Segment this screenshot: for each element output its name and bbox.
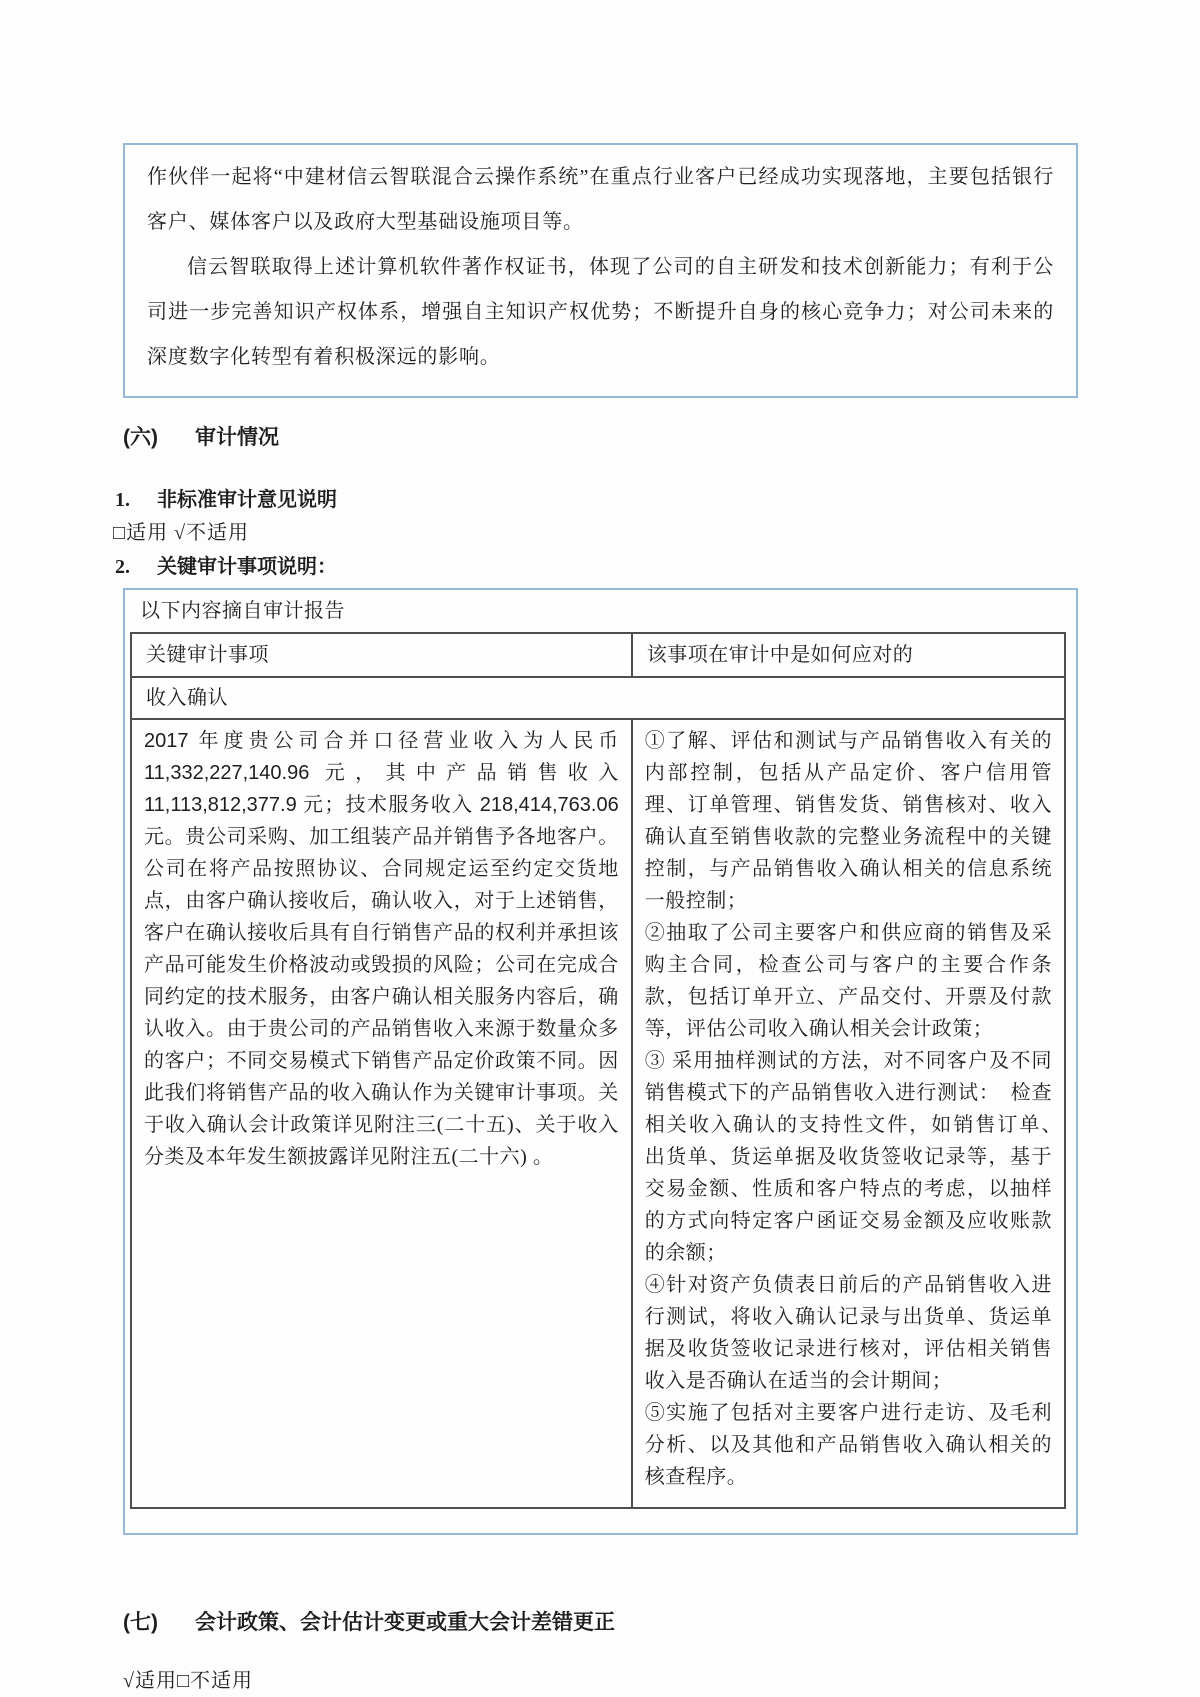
year-value: 2017 xyxy=(144,730,189,752)
key-audit-matter-cell xyxy=(131,719,632,1508)
section-7-heading xyxy=(123,1609,1078,1637)
item-2-heading xyxy=(115,553,1078,581)
item-1-title: 非标准审计意见说明 xyxy=(157,489,337,511)
key-audit-matters-table xyxy=(130,632,1073,1509)
key-audit-matter-text: 2017 年度贵公司合并口径营业收入为人民币 11,332,227,140.96 元，其中产品销售收入 11,113,812,377.9 元；技术服务收入 218,414,763.06 元。贵公司采购、加工组装产品并销售予各地客户。公司在将产品按照协议、合同规定运至约定交货地点，由客户确认接收后，确认收入，对于上述销售，客户在确认接收后具有自行销售产品的权利并承担该产品可能发生价格波动或毁损的风险；公司在完成合同约定的技术服务，由客户确认相关服务内容后，确认收入。由于贵公司的产品销售收入来源于数量众多的客户；不同交易模式下销售产品定价政策不同。因此我们将销售产品的收入确认作为关键审计事项。关于收入确认会计政策详见附注三(二十五)、关于收入分类及本年发生额披露详见附注五(二十六) 。 xyxy=(144,730,619,1168)
audit-source-note: 以下内容摘自审计报告 xyxy=(140,600,345,622)
product-sales-revenue-value: 11,113,812,377.9 xyxy=(144,794,297,816)
response-item-5: ⑤实施了包括对主要客户进行走访、及毛利分析、以及其他和产品销售收入确认相关的核查程序。 xyxy=(644,1402,1052,1488)
response-item-4: ④针对资产负债表日前后的产品销售收入进行测试，将收入确认记录与出货单、货运单据及收货签收记录进行核对，评估相关销售收入是否确认在适当的会计期间； xyxy=(644,1274,1052,1392)
applicability-note-2: √适用□不适用 xyxy=(123,1670,254,1692)
response-item-3: ③ 采用抽样测试的方法，对不同客户及不同销售模式下的产品销售收入进行测试： 检查相关收入确认的支持性文件，如销售订单、 出货单、货运单据及收货签收记录等，基于交易金额、性质和客户特点的考虑，以抽样的方式向特定客户函证交易金额及应收账款的余额； xyxy=(644,1050,1073,1264)
applicability-note-1: □适用 √不适用 xyxy=(113,522,250,544)
section-6-number: (六) xyxy=(123,426,158,449)
audit-response-header-cell: 该事项在审计中是如何应对的 xyxy=(632,633,1065,677)
section-7-title: 会计政策、会计估计变更或重大会计差错更正 xyxy=(195,1611,615,1634)
section-7-number: (七) xyxy=(123,1611,158,1634)
item-2-title: 关键审计事项说明： xyxy=(157,556,337,578)
key-audit-matter-header-cell: 关键审计事项 xyxy=(131,633,632,677)
total-revenue-value: 11,332,227,140.96 xyxy=(144,762,310,784)
revenue-recognition-row xyxy=(131,677,1065,719)
item-1-heading xyxy=(115,486,1078,514)
highlighted-text-box xyxy=(123,143,1078,398)
table-header-row xyxy=(131,633,1065,677)
item-1-number: 1. xyxy=(115,489,130,511)
section-6-heading xyxy=(123,424,1078,452)
item-2-number: 2. xyxy=(115,556,130,578)
table-content-row xyxy=(131,719,1065,1508)
audit-response-cell xyxy=(632,719,1073,1508)
intro-paragraph-2: 信云智联取得上述计算机软件著作权证书，体现了公司的自主研发和技术创新能力；有利于公司进一步完善知识产权体系，增强自主知识产权优势；不断提升自身的核心竞争力；对公司未来的深度数字化转型有着积极深远的影响。 xyxy=(147,256,1054,368)
response-item-1: ①了解、评估和测试与产品销售收入有关的内部控制，包括从产品定价、客户信用管理、订单管理、销售发货、销售核对、收入确认直至销售收款的完整业务流程中的关键控制，与产品销售收入确认相关的信息系统一般控制； xyxy=(644,730,1052,912)
revenue-recognition-subheader: 收入确认 xyxy=(131,677,1065,719)
response-item-2: ②抽取了公司主要客户和供应商的销售及采购主合同，检查公司与客户的主要合作条款，包括订单开立、产品交付、开票及付款等，评估公司收入确认相关会计政策； xyxy=(644,922,1052,1040)
section-6-title: 审计情况 xyxy=(195,426,279,449)
audit-report-box xyxy=(123,588,1078,1535)
tech-service-revenue-value: 218,414,763.06 xyxy=(479,794,619,816)
intro-paragraph-1: 作伙伴一起将“中建材信云智联混合云操作系统”在重点行业客户已经成功实现落地，主要包括银行客户、媒体客户以及政府大型基础设施项目等。 xyxy=(147,166,1054,233)
